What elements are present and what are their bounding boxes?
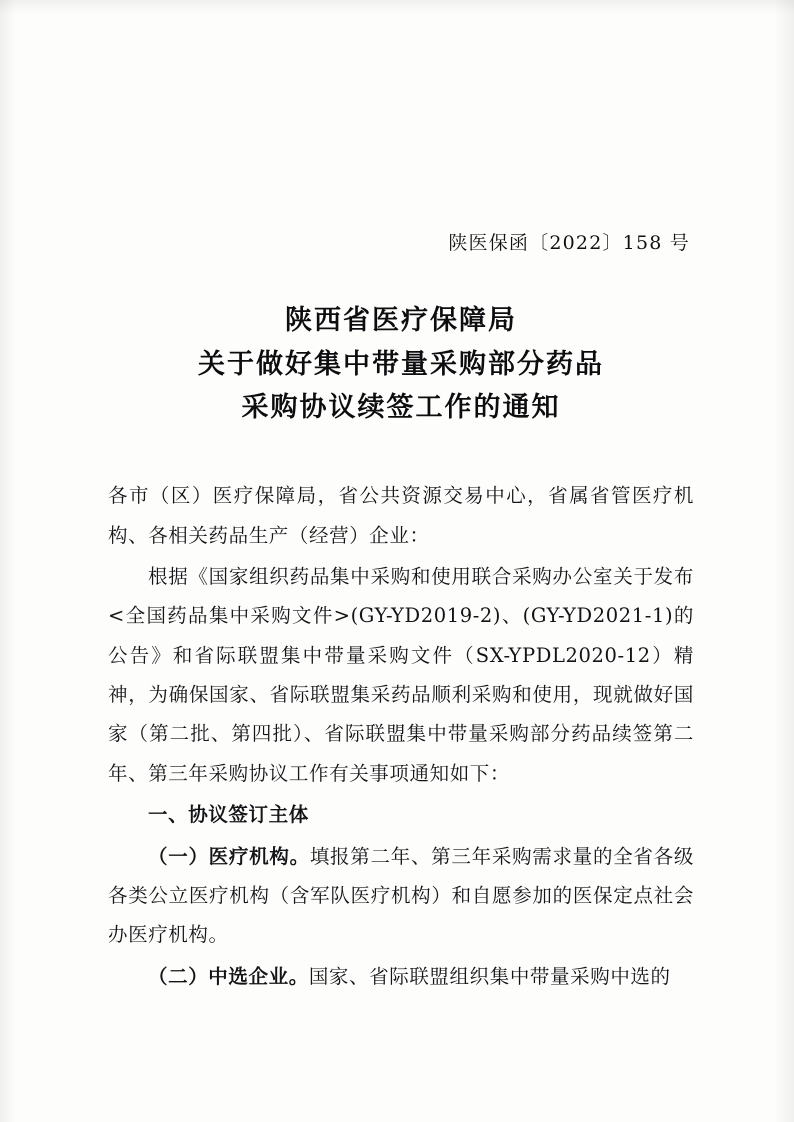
- opening-paragraph: 根据《国家组织药品集中采购和使用联合采购办公室关于发布<全国药品集中采购文件>(GY-YD2019-2)、(GY-YD2021-1)的公告》和省际联盟集中带量采购文件（SX-YPDL2020-12）精神，为确保国家、省际联盟集采药品顺利采购和使用，现就做好国家（第二批、第四批）、省际联盟集中带量采购部分药品续签第二年、第三年采购协议工作有关事项通知如下：: [108, 564, 694, 785]
- title-line-2: 关于做好集中带量采购部分药品: [198, 348, 604, 380]
- item-one-label: （一）医疗机构。: [148, 844, 310, 868]
- title-line-1: 陕西省医疗保障局: [285, 305, 517, 336]
- document-number: 陕医保函〔2022〕158 号: [448, 232, 690, 254]
- item-two-label: （二）中选企业。: [148, 964, 309, 988]
- document-body: [108, 476, 694, 996]
- item-two-selected-enterprises: [108, 957, 694, 996]
- item-two-text: 国家、省际联盟组织集中带量采购中选的: [308, 964, 671, 988]
- addressee-line: 各市（区）医疗保障局，省公共资源交易中心，省属省管医疗机构、各相关药品生产（经营）企业：: [108, 484, 694, 547]
- item-one-text: 填报第二年、第三年采购需求量的全省各级各类公立医疗机构（含军队医疗机构）和自愿参加的医保定点社会办医疗机构。: [108, 844, 694, 947]
- title-line-3: 采购协议续签工作的通知: [241, 392, 561, 424]
- scan-edge-shadow-right: [774, 0, 794, 1122]
- document-content: [108, 0, 694, 1122]
- section-heading-one: 一、协议签订主体: [148, 803, 309, 827]
- scan-edge-shadow-left: [0, 0, 16, 1122]
- item-one-medical-institutions: [108, 837, 694, 955]
- document-title: [108, 299, 694, 430]
